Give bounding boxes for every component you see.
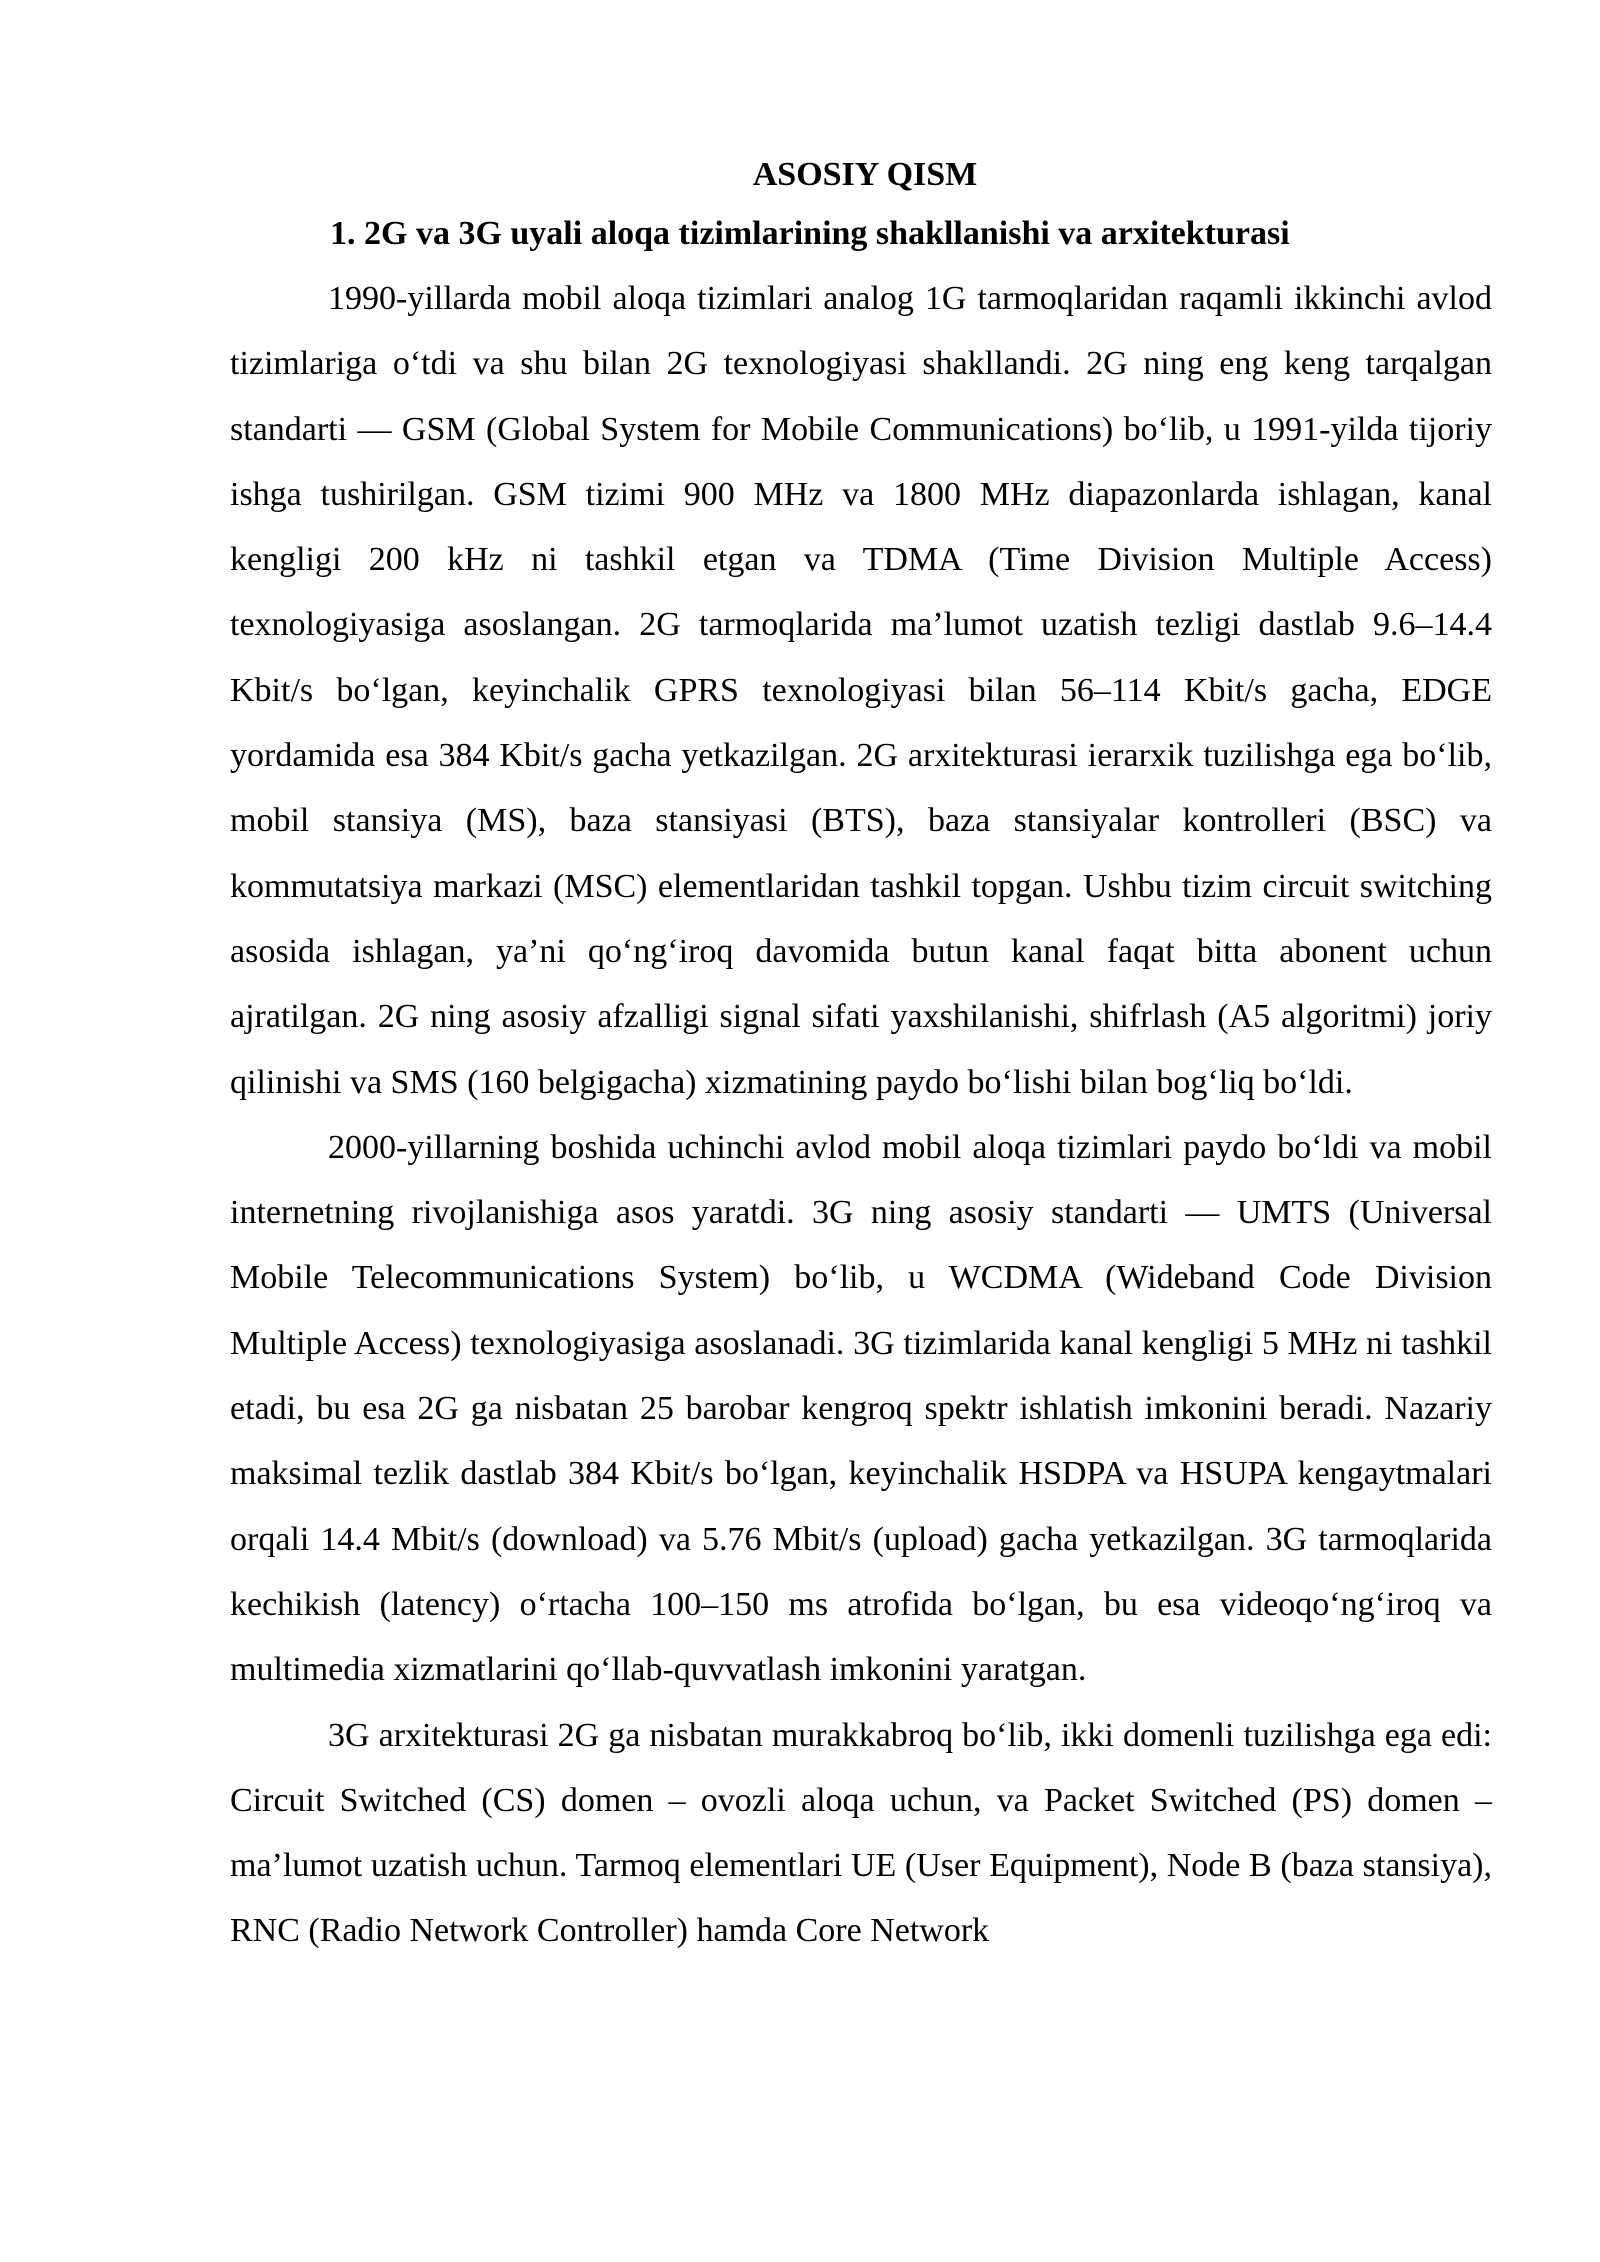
document-body bbox=[230, 148, 1492, 1964]
paragraph-3g-architecture: 3G arxitekturasi 2G ga nisbatan murakkabroq bo‘lib, ikki domenli tuzilishga ega edi: Circuit Switched (CS) domen – ovozli aloqa uchun, va Packet Switched (PS) domen – ma’lumot uzatish uchun. Tarmoq elementlari UE (User Equipment), Node B (baza stansiya), RNC (Radio Network Controller) hamda Core Network bbox=[230, 1716, 1492, 1950]
section-title: 1. 2G va 3G uyali aloqa tizimlarining shakllanishi va arxitekturasi bbox=[330, 215, 1290, 252]
paragraph-3g: 2000-yillarning boshida uchinchi avlod mobil aloqa tizimlari paydo bo‘ldi va mobil internetning rivojlanishiga asos yaratdi. 3G ning asosiy standarti — UMTS (Universal Mobile Telecommunications System) bo‘lib, u WCDMA (Wideband Code Division Multiple Access) texnologiyasiga asoslanadi. 3G tizimlarida kanal kengligi 5 MHz ni tashkil etadi, bu esa 2G ga nisbatan 25 barobar kengroq spektr ishlatish imkonini beradi. Nazariy maksimal tezlik dastlab 384 Kbit/s bo‘lgan, keyinchalik HSDPA va HSUPA kengaytmalari orqali 14.4 Mbit/s (download) va 5.76 Mbit/s (upload) gacha yetkazilgan. 3G tarmoqlarida kechikish (latency) o‘rtacha 100–150 ms atrofida bo‘lgan, bu esa videoqo‘ng‘iroq va multimedia xizmatlarini qo‘llab-quvvatlash imkonini yaratgan. bbox=[230, 1128, 1492, 1689]
paragraph-2g: 1990-yillarda mobil aloqa tizimlari analog 1G tarmoqlaridan raqamli ikkinchi avlod tizimlariga o‘tdi va shu bilan 2G texnologiyasi shakllandi. 2G ning eng keng tarqalgan standarti — GSM (Global System for Mobile Communications) bo‘lib, u 1991-yilda tijoriy ishga tushirilgan. GSM tizimi 900 MHz va 1800 MHz diapazonlarda ishlagan, kanal kengligi 200 kHz ni tashkil etgan va TDMA (Time Division Multiple Access) texnologiyasiga asoslangan. 2G tarmoqlarida ma’lumot uzatish tezligi dastlab 9.6–14.4 Kbit/s bo‘lgan, keyinchalik GPRS texnologiyasi bilan 56–114 Kbit/s gacha, EDGE yordamida esa 384 Kbit/s gacha yetkazilgan. 2G arxitekturasi ierarxik tuzilishga ega bo‘lib, mobil stansiya (MS), baza stansiyasi (BTS), baza stansiyalar kontrolleri (BSC) va kommutatsiya markazi (MSC) elementlaridan tashkil topgan. Ushbu tizim circuit switching asosida ishlagan, ya’ni qo‘ng‘iroq davomida butun kanal faqat bitta abonent uchun ajratilgan. 2G ning asosiy afzalligi signal sifati yaxshilanishi, shifrlash (A5 algoritmi) joriy qilinishi va SMS (160 belgigacha) xizmatining paydo bo‘lishi bilan bog‘liq bo‘ldi. bbox=[230, 280, 1492, 1101]
page-heading: ASOSIY QISM bbox=[752, 156, 978, 193]
